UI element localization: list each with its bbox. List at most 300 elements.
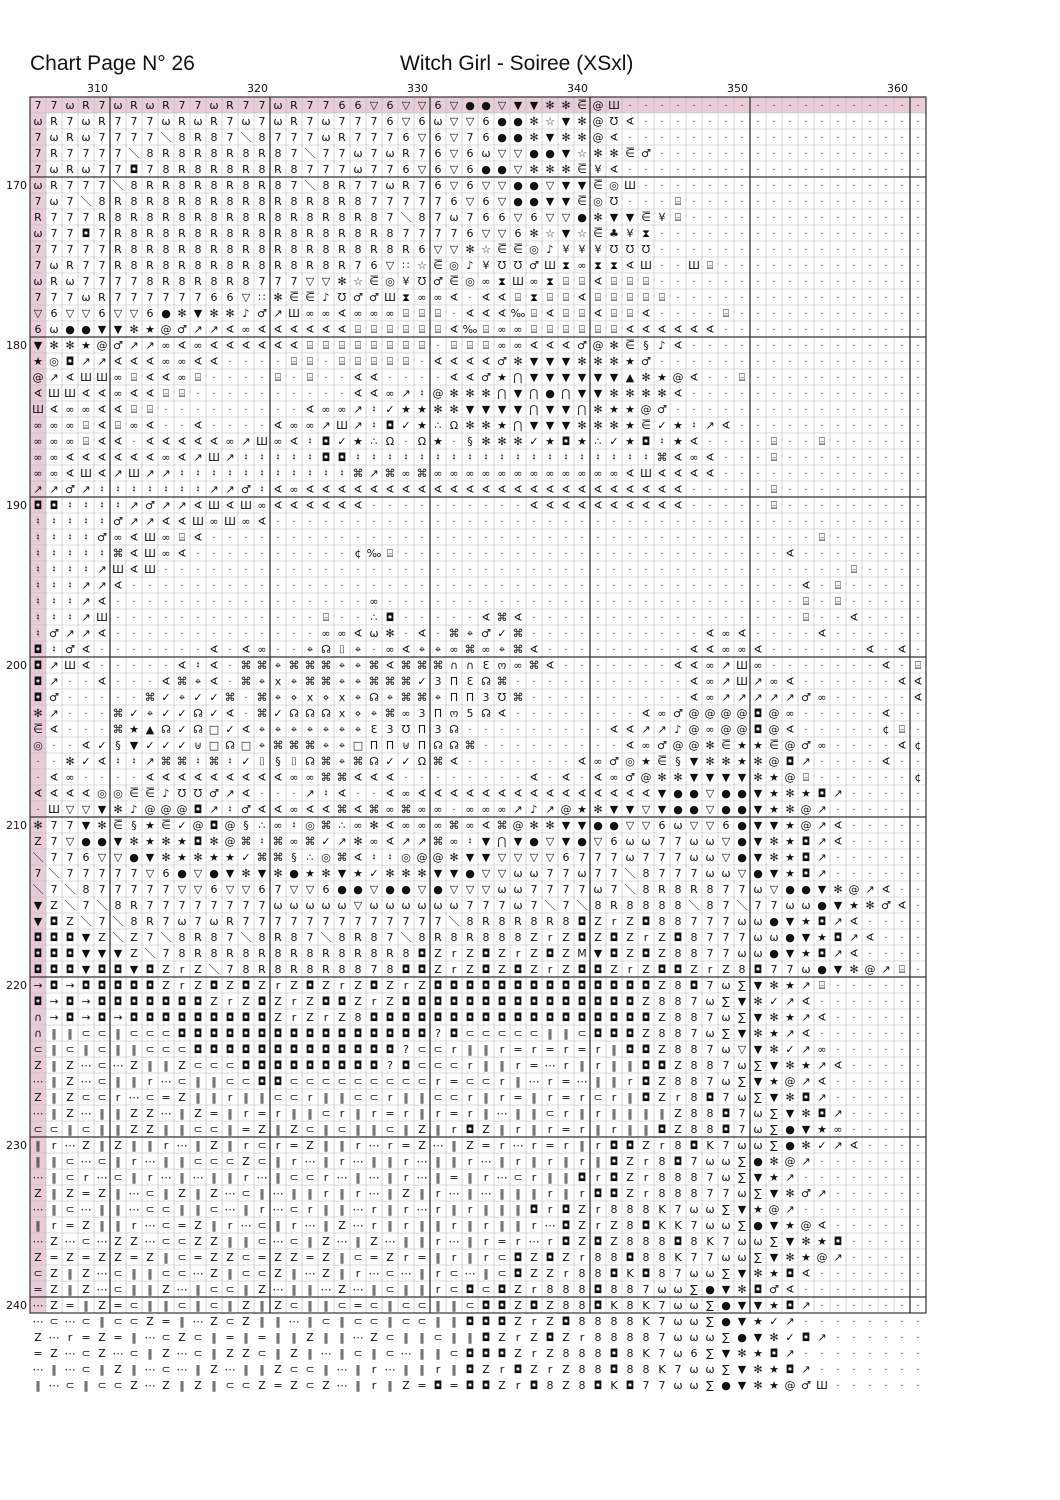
stitch-symbol: · — [900, 789, 903, 800]
stitch-symbol: ⋯ — [353, 1283, 364, 1296]
stitch-symbol: · — [708, 133, 711, 144]
stitch-symbol: ◘ — [34, 643, 43, 656]
stitch-symbol: ⌘ — [337, 771, 348, 784]
stitch-symbol: 7 — [387, 931, 394, 944]
stitch-symbol: ⋯ — [113, 1347, 124, 1360]
stitch-symbol: ♂ — [657, 739, 667, 752]
stitch-symbol: R — [226, 275, 234, 288]
stitch-symbol: · — [788, 357, 791, 368]
stitch-symbol: ω — [65, 99, 74, 112]
stitch-symbol: r — [548, 1363, 553, 1376]
stitch-symbol: · — [564, 597, 567, 608]
stitch-symbol: Z — [530, 1267, 538, 1280]
stitch-symbol: ▽ — [98, 851, 107, 864]
stitch-symbol: 7 — [83, 867, 90, 880]
stitch-symbol: ♮ — [532, 451, 536, 464]
stitch-symbol: ∢ — [177, 339, 186, 352]
stitch-symbol: · — [692, 501, 695, 512]
stitch-symbol: ✻ — [417, 867, 426, 880]
stitch-symbol: · — [868, 1333, 871, 1344]
stitch-symbol: ∢ — [369, 771, 378, 784]
stitch-symbol: ▼ — [578, 179, 587, 192]
stitch-symbol: ⊂ — [193, 1331, 202, 1344]
stitch-symbol: ◘ — [626, 1043, 635, 1056]
stitch-symbol: 8 — [691, 1107, 698, 1120]
stitch-symbol: · — [452, 517, 455, 528]
stitch-symbol: r — [580, 1331, 585, 1344]
stitch-symbol: ‖ — [339, 1347, 345, 1360]
stitch-symbol: · — [804, 517, 807, 528]
stitch-symbol: · — [916, 1317, 919, 1328]
stitch-symbol: ∑ — [706, 1379, 714, 1392]
stitch-symbol: ◘ — [162, 1011, 171, 1024]
stitch-symbol: · — [340, 565, 343, 576]
stitch-symbol: Z — [114, 1139, 122, 1152]
stitch-symbol: 8 — [643, 1251, 650, 1264]
stitch-symbol: · — [852, 309, 855, 320]
stitch-symbol: ∞ — [161, 531, 170, 544]
stitch-symbol: · — [900, 1301, 903, 1312]
stitch-symbol: · — [708, 389, 711, 400]
stitch-symbol: ⊂ — [129, 1347, 138, 1360]
stitch-symbol: · — [292, 613, 295, 624]
stitch-symbol: · — [900, 1221, 903, 1232]
stitch-symbol: ◘ — [370, 1059, 379, 1072]
stitch-symbol: r — [468, 1203, 473, 1216]
stitch-symbol: · — [820, 101, 823, 112]
stitch-symbol: ‖ — [435, 1299, 441, 1312]
stitch-symbol: · — [868, 677, 871, 688]
stitch-symbol: ⌘ — [321, 771, 332, 784]
stitch-symbol: ✻ — [753, 755, 762, 768]
stitch-symbol: ‖ — [451, 1331, 457, 1344]
stitch-symbol: ★ — [769, 1363, 779, 1376]
stitch-symbol: R — [66, 131, 74, 144]
stitch-symbol: ◘ — [802, 851, 811, 864]
stitch-symbol: ▼ — [738, 1027, 747, 1040]
stitch-symbol: ∴ — [371, 611, 378, 624]
stitch-symbol: · — [420, 581, 423, 592]
stitch-symbol: ∑ — [738, 1171, 746, 1184]
stitch-symbol: 7 — [291, 915, 298, 928]
stitch-symbol: 8 — [387, 227, 394, 240]
stitch-symbol: ‖ — [195, 1187, 201, 1200]
stitch-symbol: · — [836, 373, 839, 384]
stitch-symbol: ω — [401, 899, 410, 912]
stitch-symbol: · — [708, 437, 711, 448]
stitch-symbol: r — [644, 1187, 649, 1200]
stitch-symbol: ∢ — [209, 643, 218, 656]
stitch-symbol: ‖ — [595, 1155, 601, 1168]
stitch-symbol: · — [852, 357, 855, 368]
stitch-symbol: ▼ — [754, 835, 763, 848]
stitch-symbol: = — [305, 1251, 314, 1264]
stitch-symbol: ▼ — [754, 1075, 763, 1088]
stitch-symbol: 7 — [195, 99, 202, 112]
stitch-symbol: · — [820, 421, 823, 432]
stitch-symbol: ◘ — [82, 979, 91, 992]
stitch-symbol: · — [724, 613, 727, 624]
stitch-symbol: · — [868, 805, 871, 816]
stitch-symbol: ∑ — [738, 979, 746, 992]
stitch-symbol: · — [836, 485, 839, 496]
stitch-symbol: ☊ — [161, 723, 171, 736]
stitch-symbol: · — [884, 133, 887, 144]
stitch-symbol: ↗ — [833, 787, 842, 800]
stitch-symbol: ⊂ — [353, 1075, 362, 1088]
stitch-symbol: ω — [753, 915, 762, 928]
stitch-symbol: ω — [753, 883, 762, 896]
stitch-symbol: · — [868, 1173, 871, 1184]
stitch-symbol: · — [644, 597, 647, 608]
stitch-symbol: R — [194, 147, 202, 160]
stitch-symbol: ‖ — [355, 1379, 361, 1392]
stitch-symbol: ⊂ — [481, 1075, 490, 1088]
stitch-symbol: · — [852, 373, 855, 384]
stitch-symbol: ◘ — [786, 1267, 795, 1280]
stitch-symbol: · — [516, 773, 519, 784]
stitch-symbol: ✻ — [753, 1363, 762, 1376]
stitch-symbol: · — [324, 597, 327, 608]
stitch-symbol: ∑ — [738, 1075, 746, 1088]
stitch-symbol: 7 — [387, 131, 394, 144]
stitch-symbol: 8 — [547, 1379, 554, 1392]
stitch-symbol: · — [900, 245, 903, 256]
stitch-symbol: · — [404, 437, 407, 448]
stitch-symbol: Z — [98, 1347, 106, 1360]
stitch-symbol: · — [276, 565, 279, 576]
stitch-symbol: = — [561, 1075, 570, 1088]
column-number-label: 310 — [87, 82, 108, 95]
stitch-symbol: ∑ — [754, 1059, 762, 1072]
stitch-symbol: ∢ — [433, 355, 442, 368]
stitch-symbol: 7 — [403, 915, 410, 928]
stitch-symbol: ⋯ — [65, 1363, 76, 1376]
stitch-symbol: · — [900, 821, 903, 832]
stitch-symbol: ω — [369, 899, 378, 912]
stitch-symbol: = — [497, 1235, 506, 1248]
stitch-symbol: ‖ — [259, 1091, 265, 1104]
stitch-symbol: ✻ — [481, 419, 490, 432]
stitch-symbol: ★ — [673, 435, 683, 448]
stitch-symbol: ‖ — [579, 1139, 585, 1152]
stitch-symbol: · — [884, 341, 887, 352]
stitch-symbol: ⌸ — [835, 595, 842, 608]
stitch-symbol: · — [900, 1093, 903, 1104]
stitch-symbol: · — [468, 773, 471, 784]
stitch-symbol: ∑ — [770, 1139, 778, 1152]
stitch-symbol: · — [916, 453, 919, 464]
stitch-symbol: · — [692, 597, 695, 608]
stitch-symbol: Ш — [512, 275, 524, 288]
stitch-symbol: ‖ — [419, 1107, 425, 1120]
stitch-symbol: · — [404, 533, 407, 544]
stitch-symbol: ∢ — [161, 771, 170, 784]
stitch-symbol: ∢ — [385, 819, 394, 832]
stitch-symbol: R — [482, 915, 490, 928]
stitch-symbol: · — [884, 453, 887, 464]
stitch-symbol: ◘ — [194, 1043, 203, 1056]
stitch-symbol: · — [132, 613, 135, 624]
stitch-symbol: · — [836, 1189, 839, 1200]
stitch-symbol: · — [724, 405, 727, 416]
stitch-symbol: ∢ — [785, 547, 794, 560]
stitch-symbol: ↗ — [81, 611, 90, 624]
stitch-symbol: Z — [50, 1283, 58, 1296]
stitch-symbol: · — [660, 597, 663, 608]
stitch-symbol: ◘ — [450, 1011, 459, 1024]
stitch-symbol: ↗ — [769, 691, 778, 704]
stitch-symbol: ✻ — [129, 835, 138, 848]
stitch-symbol: ⌖ — [499, 643, 505, 656]
stitch-symbol: ∢ — [465, 371, 474, 384]
stitch-symbol: ⌸ — [131, 403, 138, 416]
stitch-symbol: ‖ — [419, 1283, 425, 1296]
stitch-symbol: = — [33, 1347, 42, 1360]
stitch-symbol: · — [884, 373, 887, 384]
stitch-symbol: ∢ — [609, 787, 618, 800]
stitch-symbol: ● — [785, 931, 795, 944]
stitch-symbol: · — [468, 517, 471, 528]
stitch-symbol: ⊂ — [577, 1027, 586, 1040]
stitch-symbol: · — [36, 757, 39, 768]
stitch-symbol: ◘ — [34, 675, 43, 688]
stitch-symbol: · — [900, 773, 903, 784]
stitch-symbol: ★ — [145, 323, 155, 336]
stitch-symbol: ↗ — [305, 787, 314, 800]
stitch-symbol: ♮ — [324, 787, 328, 800]
stitch-symbol: r — [532, 1219, 537, 1232]
stitch-symbol: ☆ — [353, 275, 363, 288]
stitch-symbol: ⌸ — [675, 211, 682, 224]
stitch-symbol: · — [852, 1301, 855, 1312]
stitch-symbol: · — [244, 373, 247, 384]
stitch-symbol: 7 — [371, 163, 378, 176]
stitch-symbol: ∢ — [673, 483, 682, 496]
stitch-symbol: · — [916, 901, 919, 912]
stitch-symbol: R — [258, 179, 266, 192]
stitch-symbol: ▽ — [418, 99, 427, 112]
stitch-symbol: ⋂ — [497, 387, 506, 400]
stitch-symbol: ∢ — [337, 787, 346, 800]
stitch-symbol: ‖ — [115, 1123, 121, 1136]
stitch-symbol: · — [452, 805, 455, 816]
stitch-symbol: R — [274, 195, 282, 208]
stitch-symbol: ω — [321, 115, 330, 128]
stitch-symbol: R — [162, 147, 170, 160]
stitch-symbol: Ш — [224, 515, 236, 528]
stitch-symbol: ✻ — [225, 307, 234, 320]
stitch-symbol: ＼ — [401, 931, 412, 944]
stitch-symbol: · — [900, 853, 903, 864]
stitch-symbol: ‖ — [515, 1187, 521, 1200]
stitch-symbol: ‖ — [51, 1059, 57, 1072]
stitch-symbol: ⌘ — [177, 755, 188, 768]
stitch-symbol: ∢ — [545, 307, 554, 320]
stitch-symbol: ↗ — [145, 755, 154, 768]
stitch-symbol: = — [369, 1251, 378, 1264]
stitch-symbol: Z — [322, 1251, 330, 1264]
stitch-symbol: · — [372, 565, 375, 576]
stitch-symbol: · — [900, 693, 903, 704]
stitch-symbol: ✻ — [593, 355, 602, 368]
stitch-symbol: ‖ — [307, 1315, 313, 1328]
stitch-symbol: x — [339, 707, 346, 720]
stitch-symbol: @ — [801, 803, 812, 816]
stitch-symbol: ω — [737, 1091, 746, 1104]
stitch-symbol: @ — [785, 771, 796, 784]
stitch-symbol: · — [836, 1093, 839, 1104]
stitch-symbol: ▽ — [706, 787, 715, 800]
stitch-symbol: ∢ — [529, 787, 538, 800]
stitch-symbol: 6 — [483, 195, 490, 208]
stitch-symbol: · — [340, 597, 343, 608]
stitch-symbol: ‖ — [355, 1123, 361, 1136]
stitch-symbol: @ — [785, 1155, 796, 1168]
stitch-symbol: Z — [498, 1331, 506, 1344]
stitch-symbol: r — [372, 1219, 377, 1232]
stitch-symbol: ∞ — [593, 755, 602, 768]
stitch-symbol: R — [354, 947, 362, 960]
stitch-symbol: · — [724, 261, 727, 272]
stitch-symbol: ‖ — [419, 1235, 425, 1248]
stitch-symbol: ∢ — [177, 515, 186, 528]
stitch-symbol: · — [436, 533, 439, 544]
stitch-symbol: ∢ — [401, 483, 410, 496]
stitch-symbol: · — [820, 773, 823, 784]
stitch-symbol: · — [596, 549, 599, 560]
stitch-symbol: Ɛ — [467, 675, 474, 688]
stitch-symbol: @ — [225, 819, 236, 832]
stitch-symbol: 8 — [579, 1379, 586, 1392]
stitch-symbol: · — [612, 645, 615, 656]
stitch-symbol: ∢ — [97, 419, 106, 432]
stitch-symbol: 8 — [579, 1315, 586, 1328]
stitch-symbol: ∞ — [65, 435, 74, 448]
row-number-label: 180 — [6, 339, 27, 352]
stitch-symbol: ▼ — [722, 1347, 731, 1360]
stitch-symbol: ⋯ — [161, 1107, 172, 1120]
stitch-symbol: ◎ — [625, 755, 635, 768]
stitch-symbol: · — [532, 757, 535, 768]
stitch-symbol: ✻ — [529, 819, 538, 832]
stitch-symbol: ▼ — [738, 1299, 747, 1312]
stitch-symbol: ＼ — [689, 899, 700, 912]
stitch-symbol: ⋯ — [369, 1267, 380, 1280]
stitch-symbol: ⊂ — [465, 1027, 474, 1040]
stitch-symbol: · — [308, 549, 311, 560]
stitch-symbol: r — [516, 1379, 521, 1392]
stitch-symbol: ⊂ — [369, 1315, 378, 1328]
stitch-symbol: Π — [450, 691, 458, 704]
stitch-symbol: ⊂ — [321, 1107, 330, 1120]
stitch-symbol: 7 — [307, 131, 314, 144]
stitch-symbol: · — [900, 709, 903, 720]
stitch-symbol: = — [449, 1379, 458, 1392]
stitch-symbol: Z — [482, 1123, 490, 1136]
stitch-symbol: R — [338, 243, 346, 256]
stitch-symbol: ↗ — [785, 1315, 794, 1328]
stitch-symbol: ⋯ — [353, 1203, 364, 1216]
stitch-symbol: · — [612, 677, 615, 688]
stitch-symbol: ⊂ — [193, 1347, 202, 1360]
stitch-symbol: · — [644, 101, 647, 112]
stitch-symbol: · — [916, 1253, 919, 1264]
stitch-symbol: ω — [689, 1315, 698, 1328]
stitch-symbol: ✻ — [529, 115, 538, 128]
stitch-symbol: ‖ — [67, 1123, 73, 1136]
stitch-symbol: ω — [33, 115, 42, 128]
stitch-symbol: · — [900, 581, 903, 592]
stitch-symbol: ⌖ — [339, 739, 345, 752]
stitch-symbol: · — [436, 773, 439, 784]
stitch-symbol: 8 — [243, 947, 250, 960]
stitch-symbol: ‰ — [511, 307, 526, 320]
stitch-symbol: · — [724, 565, 727, 576]
stitch-symbol: ∞ — [465, 803, 474, 816]
stitch-symbol: ◘ — [610, 1187, 619, 1200]
stitch-symbol: · — [868, 1189, 871, 1200]
stitch-symbol: ⋯ — [337, 1379, 348, 1392]
stitch-symbol: ▽ — [242, 291, 251, 304]
stitch-symbol: · — [820, 133, 823, 144]
stitch-symbol: = — [241, 1123, 250, 1136]
stitch-symbol: R — [274, 163, 282, 176]
stitch-symbol: ★ — [737, 739, 747, 752]
stitch-symbol: · — [676, 597, 679, 608]
stitch-symbol: ⊂ — [225, 1059, 234, 1072]
stitch-symbol: ⊂ — [113, 1315, 122, 1328]
stitch-symbol: ⊂ — [401, 1315, 410, 1328]
stitch-symbol: ✻ — [625, 387, 634, 400]
stitch-symbol: 7 — [51, 851, 58, 864]
stitch-symbol: 7 — [707, 979, 714, 992]
stitch-symbol: ♮ — [52, 643, 56, 656]
stitch-symbol: Ω — [450, 419, 458, 432]
stitch-symbol: ✻ — [609, 355, 618, 368]
stitch-symbol: · — [420, 357, 423, 368]
stitch-symbol: ⌘ — [289, 739, 300, 752]
stitch-symbol: ‖ — [371, 1347, 377, 1360]
stitch-symbol: ⊂ — [401, 1299, 410, 1312]
stitch-symbol: · — [228, 405, 231, 416]
stitch-symbol: ♮ — [52, 595, 56, 608]
stitch-symbol: ∢ — [337, 499, 346, 512]
stitch-symbol: ◘ — [98, 963, 107, 976]
stitch-symbol: ⋯ — [145, 1219, 156, 1232]
stitch-symbol: = — [577, 1043, 586, 1056]
stitch-symbol: R — [306, 259, 314, 272]
stitch-symbol: 7 — [67, 867, 74, 880]
stitch-symbol: ‖ — [419, 1219, 425, 1232]
stitch-symbol: 7 — [291, 131, 298, 144]
stitch-symbol: ♮ — [84, 547, 88, 560]
stitch-symbol: · — [100, 725, 103, 736]
chart-page-label: Chart Page N° 26 — [30, 52, 195, 76]
stitch-symbol: 7 — [323, 163, 330, 176]
stitch-symbol: ◘ — [466, 1123, 475, 1136]
stitch-symbol: ∢ — [305, 803, 314, 816]
stitch-symbol: ‖ — [467, 1235, 473, 1248]
stitch-symbol: ▼ — [578, 387, 587, 400]
stitch-symbol: · — [804, 293, 807, 304]
stitch-symbol: ♪ — [546, 243, 553, 256]
stitch-symbol: ● — [513, 131, 523, 144]
stitch-symbol: · — [756, 341, 759, 352]
stitch-symbol: ⋯ — [177, 1363, 188, 1376]
stitch-symbol: ∢ — [449, 323, 458, 336]
stitch-symbol: ‖ — [195, 1091, 201, 1104]
